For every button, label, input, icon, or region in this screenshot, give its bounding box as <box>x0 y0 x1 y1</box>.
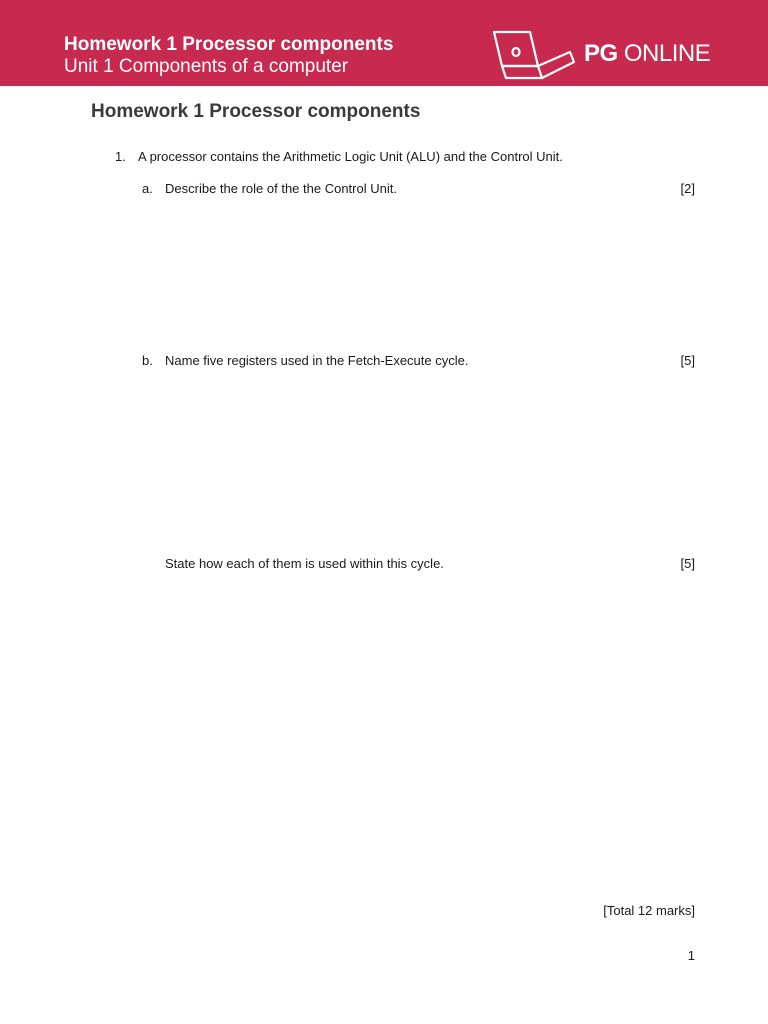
part-b2-marks: [5] <box>680 556 695 571</box>
logo-pg: PG <box>584 40 618 67</box>
header-subtitle: Unit 1 Components of a computer <box>64 56 349 77</box>
logo-wordmark <box>584 40 710 68</box>
page-number: 1 <box>687 948 695 963</box>
part-a-marks: [2] <box>680 181 695 196</box>
question-text: A processor contains the Arithmetic Logic Unit (ALU) and the Control Unit. <box>138 149 563 164</box>
header-banner <box>0 0 768 86</box>
document-heading: Homework 1 Processor components <box>91 101 421 122</box>
part-a-text: Describe the role of the the Control Unit. <box>165 181 397 196</box>
part-b2-text: State how each of them is used within this cycle. <box>165 556 444 571</box>
total-marks: [Total 12 marks] <box>603 903 695 918</box>
header-title: Homework 1 Processor components <box>64 34 394 55</box>
part-a-letter: a. <box>142 181 153 196</box>
part-b-letter: b. <box>142 353 153 368</box>
laptop-icon <box>490 28 580 82</box>
logo-online: ONLINE <box>623 40 711 67</box>
pg-online-logo <box>490 28 710 82</box>
part-b-text: Name five registers used in the Fetch-Execute cycle. <box>165 353 469 368</box>
question-number: 1. <box>115 149 126 164</box>
part-b-marks: [5] <box>680 353 695 368</box>
